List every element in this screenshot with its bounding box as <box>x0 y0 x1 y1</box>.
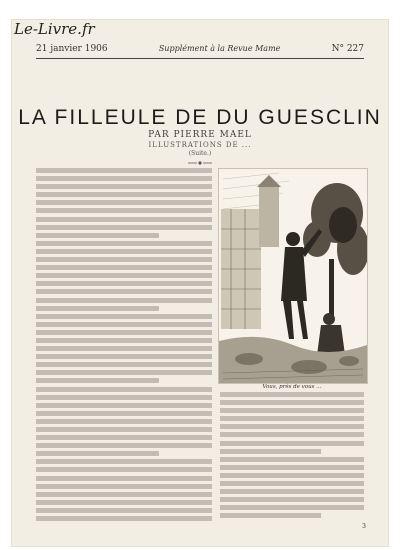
text-line <box>36 451 159 456</box>
issue-number: N° 227 <box>331 44 364 54</box>
watermark: Le-Livre.fr <box>14 20 95 38</box>
text-line <box>36 516 212 521</box>
text-line <box>220 432 364 437</box>
text-line <box>36 314 212 319</box>
illustration-credit: ILLUSTRATIONS DE ... <box>148 141 252 149</box>
text-line <box>36 281 212 286</box>
magazine-page <box>12 20 388 546</box>
text-line <box>36 459 212 464</box>
text-line <box>36 403 212 408</box>
text-line <box>220 473 364 478</box>
text-line <box>36 217 212 222</box>
text-line <box>220 505 364 510</box>
ornament-icon <box>188 160 212 166</box>
text-column-left <box>36 168 212 523</box>
page-header <box>36 44 364 54</box>
text-line <box>36 467 212 472</box>
supplement-label: Supplément à la Revue Mame <box>158 44 281 53</box>
text-line <box>36 225 212 230</box>
text-line <box>220 408 364 413</box>
text-line <box>220 400 364 405</box>
text-line <box>36 338 212 343</box>
text-column-right <box>220 392 364 522</box>
text-line <box>36 273 212 278</box>
text-line <box>36 508 212 513</box>
text-line <box>36 362 212 367</box>
text-line <box>36 298 212 303</box>
text-line <box>220 513 321 518</box>
text-line <box>36 387 212 392</box>
text-line <box>36 492 212 497</box>
issue-date: 21 janvier 1906 <box>36 44 108 54</box>
figure-caption: Vous, près de vous ... <box>262 384 322 390</box>
text-line <box>220 424 364 429</box>
text-line <box>36 378 159 383</box>
text-line <box>36 395 212 400</box>
article-byline: PAR PIERRE MAEL <box>148 130 252 140</box>
text-line <box>220 465 364 470</box>
text-line <box>36 184 212 189</box>
text-line <box>220 392 364 397</box>
engraving-illustration-icon <box>219 169 367 383</box>
text-line <box>220 457 364 462</box>
text-line <box>220 441 364 446</box>
text-line <box>36 484 212 489</box>
text-line <box>36 200 212 205</box>
text-line <box>36 322 212 327</box>
text-line <box>220 497 364 502</box>
text-line <box>36 208 212 213</box>
article-title: LA FILLEULE DE DU GUESCLIN <box>18 106 382 129</box>
text-line <box>36 168 212 173</box>
text-line <box>36 176 212 181</box>
text-line <box>36 427 212 432</box>
part-indicator: (Suite.) <box>188 150 212 157</box>
illustration <box>218 168 368 384</box>
text-line <box>36 354 212 359</box>
text-line <box>36 346 212 351</box>
text-line <box>36 289 212 294</box>
text-line <box>36 306 159 311</box>
text-line <box>220 489 364 494</box>
text-line <box>36 233 159 238</box>
text-line <box>36 500 212 505</box>
text-line <box>36 419 212 424</box>
text-line <box>36 257 212 262</box>
text-line <box>220 416 364 421</box>
text-line <box>220 481 364 486</box>
header-rule <box>36 58 364 59</box>
text-line <box>36 192 212 197</box>
text-line <box>36 330 212 335</box>
text-line <box>36 241 212 246</box>
text-line <box>36 249 212 254</box>
text-line <box>36 476 212 481</box>
text-line <box>36 370 212 375</box>
page-number: 3 <box>362 523 366 530</box>
text-line <box>36 435 212 440</box>
text-line <box>36 265 212 270</box>
text-line <box>220 449 321 454</box>
text-line <box>36 411 212 416</box>
text-line <box>36 443 212 448</box>
